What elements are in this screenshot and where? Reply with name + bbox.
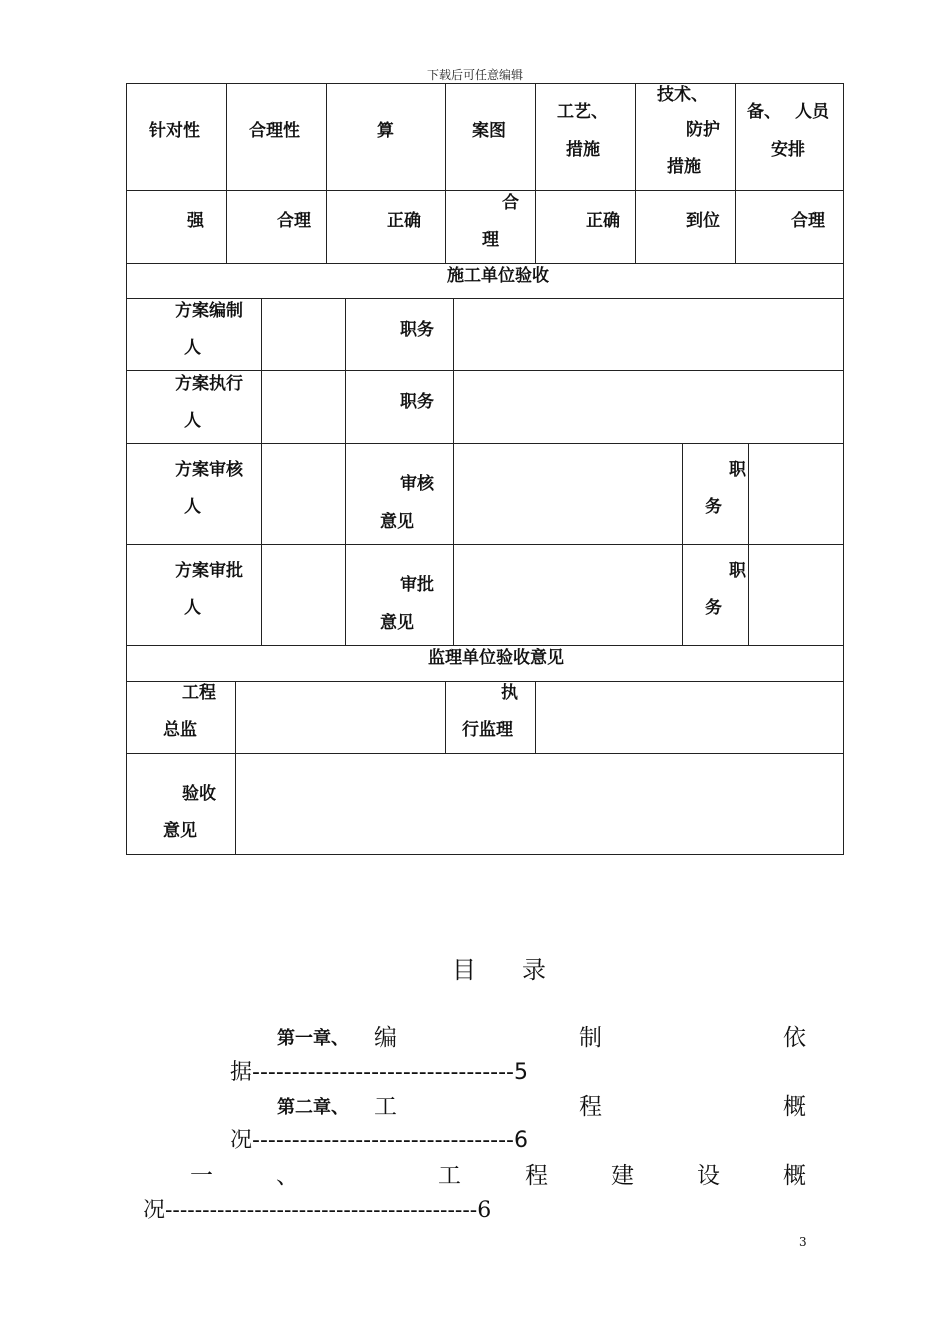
cell-reasonable: 合理 bbox=[277, 211, 311, 231]
toc-ch1-word2: 制 bbox=[579, 1025, 602, 1051]
toc-sec1-line2[interactable]: 况------------------------------------------6 bbox=[143, 1198, 492, 1223]
construction-acceptance-title: 施工单位验收 bbox=[447, 266, 549, 286]
acceptance-opinion-label-2: 意见 bbox=[163, 821, 197, 841]
cell-reasonable-c: 合理 bbox=[791, 211, 825, 231]
toc-ch2-word2: 程 bbox=[579, 1094, 602, 1120]
toc-sec1-char-2: 、 bbox=[276, 1163, 299, 1189]
toc-ch2-word1: 工 bbox=[374, 1094, 397, 1120]
approve-opinion-label-2: 意见 bbox=[380, 613, 414, 633]
toc-ch1-word1: 编 bbox=[374, 1025, 397, 1051]
cell-strong: 强 bbox=[187, 211, 204, 231]
position-label-3a: 职 bbox=[729, 460, 746, 480]
chief-supervisor-label-1: 工程 bbox=[182, 683, 216, 703]
toc-ch1-line2[interactable]: 据---------------------------------5 bbox=[230, 1060, 528, 1085]
plan-reviewer-label-1: 方案审核 bbox=[175, 460, 243, 480]
chief-supervisor-label-2: 总监 bbox=[163, 720, 197, 740]
executive-supervisor-label-1: 执 bbox=[501, 683, 518, 703]
toc-ch2-word3: 概 bbox=[783, 1094, 806, 1120]
toc-ch1-word3: 依 bbox=[783, 1025, 806, 1051]
toc-title-b: 录 bbox=[522, 956, 546, 984]
cell-rationality: 合理性 bbox=[249, 121, 300, 141]
position-label-4a: 职 bbox=[729, 561, 746, 581]
plan-reviewer-label-2: 人 bbox=[184, 497, 201, 517]
position-label-2: 职务 bbox=[400, 392, 434, 412]
plan-executor-label-1: 方案执行 bbox=[175, 374, 243, 394]
toc-sec1-char-1: 一 bbox=[190, 1163, 213, 1189]
plan-approver-label-2: 人 bbox=[184, 598, 201, 618]
cell-staff-2: 人员 bbox=[795, 102, 829, 122]
plan-author-label-1: 方案编制 bbox=[175, 301, 243, 321]
plan-approver-label-1: 方案审批 bbox=[175, 561, 243, 581]
acceptance-opinion-label-1: 验收 bbox=[182, 784, 216, 804]
cell-process-1: 工艺、 bbox=[557, 102, 608, 122]
toc-sec1-char-3: 工 bbox=[438, 1163, 461, 1189]
toc-sec1-char-6: 设 bbox=[697, 1163, 720, 1189]
cell-calc: 算 bbox=[377, 121, 394, 141]
cell-correct-b: 正确 bbox=[586, 211, 620, 231]
supervision-acceptance-title: 监理单位验收意见 bbox=[428, 648, 564, 668]
review-opinion-label-1: 审核 bbox=[400, 474, 434, 494]
toc-sec1-char-5: 建 bbox=[611, 1163, 634, 1189]
approve-opinion-label-1: 审批 bbox=[400, 575, 434, 595]
position-label-3b: 务 bbox=[705, 497, 722, 517]
cell-tech-2: 防护 bbox=[686, 120, 720, 140]
header-note: 下载后可任意编辑 bbox=[426, 68, 523, 82]
toc-sec1-char-7: 概 bbox=[783, 1163, 806, 1189]
executive-supervisor-label-2: 行监理 bbox=[462, 720, 513, 740]
position-label-1: 职务 bbox=[400, 320, 434, 340]
cell-reasonable-b1: 合 bbox=[502, 193, 519, 213]
signoff-table bbox=[126, 263, 844, 855]
toc-ch1-label: 第一章、 bbox=[277, 1028, 349, 1049]
plan-author-label-2: 人 bbox=[184, 338, 201, 358]
cell-staff-3: 安排 bbox=[771, 140, 805, 160]
position-label-4b: 务 bbox=[705, 598, 722, 618]
plan-executor-label-2: 人 bbox=[184, 411, 201, 431]
cell-tech-1: 技术、 bbox=[657, 85, 708, 105]
cell-correct-a: 正确 bbox=[387, 211, 421, 231]
toc-title-a: 目 bbox=[452, 956, 476, 984]
cell-process-2: 措施 bbox=[566, 140, 600, 160]
toc-sec1-char-4: 程 bbox=[525, 1163, 548, 1189]
review-opinion-label-2: 意见 bbox=[380, 512, 414, 532]
toc-ch2-label: 第二章、 bbox=[277, 1097, 349, 1118]
page-number: 3 bbox=[799, 1235, 807, 1249]
cell-reasonable-b2: 理 bbox=[482, 230, 499, 250]
toc-ch2-line2[interactable]: 况---------------------------------6 bbox=[230, 1128, 528, 1153]
cell-specificity: 针对性 bbox=[149, 121, 200, 141]
cell-tech-3: 措施 bbox=[667, 157, 701, 177]
cell-drawing: 案图 bbox=[472, 121, 506, 141]
cell-staff-1: 备、 bbox=[747, 102, 781, 122]
cell-in-place: 到位 bbox=[686, 211, 720, 231]
